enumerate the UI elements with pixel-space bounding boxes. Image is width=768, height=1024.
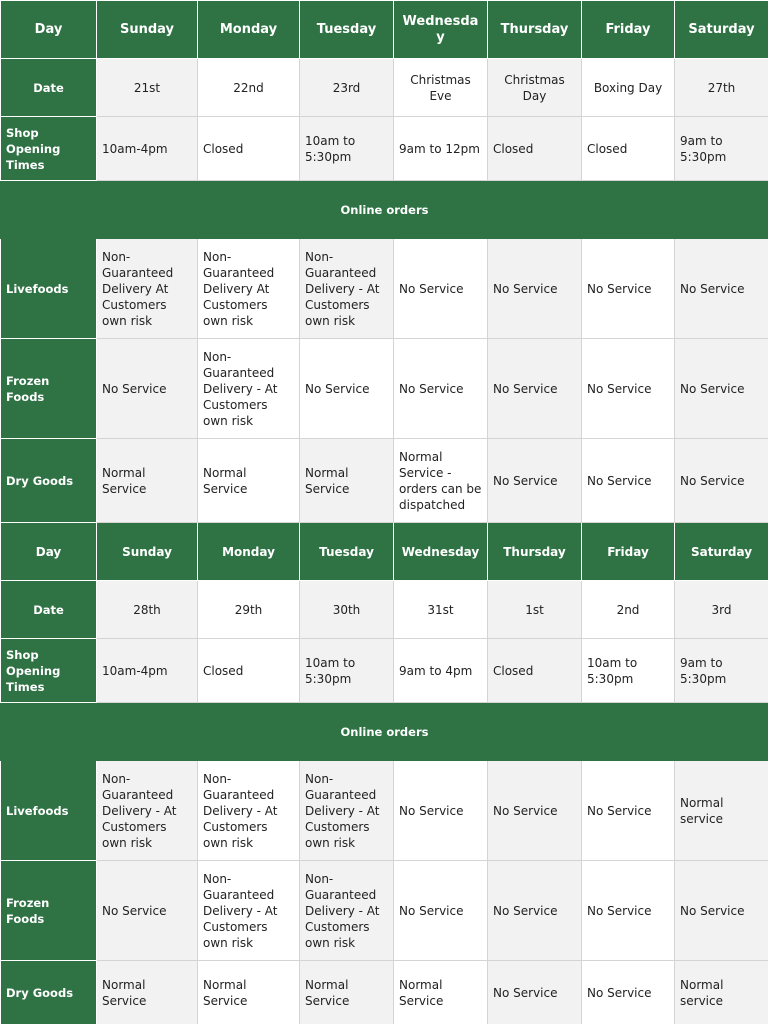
shop-hours-cell: 9am to 4pm bbox=[394, 639, 488, 703]
online-orders-banner-row bbox=[1, 703, 768, 761]
day-sunday: Sunday bbox=[97, 1, 198, 59]
livefoods-cell: Non-Guaranteed Delivery - At Customers own risk bbox=[97, 761, 198, 861]
date-cell: 2nd bbox=[582, 581, 675, 639]
shop-hours-row bbox=[1, 639, 768, 703]
date-cell: Christmas Eve bbox=[394, 59, 488, 117]
dry-goods-row bbox=[1, 961, 768, 1024]
day-tuesday: Tuesday bbox=[300, 523, 394, 581]
day-friday: Friday bbox=[582, 523, 675, 581]
day-tuesday: Tuesday bbox=[300, 1, 394, 59]
day-wednesday: Wednesday bbox=[394, 523, 488, 581]
dry-goods-label: Dry Goods bbox=[1, 961, 97, 1024]
dry-goods-cell: No Service bbox=[675, 439, 768, 523]
frozen-foods-cell: No Service bbox=[675, 339, 768, 439]
date-cell: 1st bbox=[488, 581, 582, 639]
shop-hours-cell: 9am to 5:30pm bbox=[675, 117, 768, 181]
livefoods-cell: No Service bbox=[582, 239, 675, 339]
date-cell: Christmas Day bbox=[488, 59, 582, 117]
shop-hours-cell: Closed bbox=[582, 117, 675, 181]
dry-goods-cell: No Service bbox=[488, 439, 582, 523]
shop-hours-cell: 9am to 5:30pm bbox=[675, 639, 768, 703]
date-cell: 29th bbox=[198, 581, 300, 639]
dry-goods-label: Dry Goods bbox=[1, 439, 97, 523]
online-orders-banner-row bbox=[1, 181, 768, 239]
day-saturday: Saturday bbox=[675, 1, 768, 59]
shop-hours-cell: 10am-4pm bbox=[97, 117, 198, 181]
dry-goods-cell: Normal Service bbox=[300, 961, 394, 1024]
shop-hours-cell: Closed bbox=[488, 117, 582, 181]
frozen-foods-cell: No Service bbox=[488, 339, 582, 439]
date-cell: 3rd bbox=[675, 581, 768, 639]
livefoods-cell: Non-Guaranteed Delivery At Customers own risk bbox=[198, 239, 300, 339]
livefoods-label: Livefoods bbox=[1, 761, 97, 861]
day-thursday: Thursday bbox=[488, 523, 582, 581]
dry-goods-cell: Normal Service bbox=[300, 439, 394, 523]
livefoods-cell: No Service bbox=[488, 239, 582, 339]
shop-hours-cell: Closed bbox=[198, 117, 300, 181]
livefoods-cell: Non-Guaranteed Delivery - At Customers own risk bbox=[300, 761, 394, 861]
livefoods-cell: No Service bbox=[488, 761, 582, 861]
frozen-foods-cell: Non-Guaranteed Delivery - At Customers own risk bbox=[198, 339, 300, 439]
day-monday: Monday bbox=[198, 1, 300, 59]
shop-hours-label: Shop Opening Times bbox=[1, 117, 97, 181]
frozen-foods-cell: No Service bbox=[300, 339, 394, 439]
date-row bbox=[1, 59, 768, 117]
frozen-foods-cell: No Service bbox=[488, 861, 582, 961]
online-orders-banner: Online orders bbox=[1, 181, 768, 239]
day-header-row bbox=[1, 523, 768, 581]
dry-goods-cell: No Service bbox=[582, 961, 675, 1024]
day-friday: Friday bbox=[582, 1, 675, 59]
date-cell: 23rd bbox=[300, 59, 394, 117]
dry-goods-cell: Normal Service bbox=[198, 961, 300, 1024]
livefoods-row bbox=[1, 761, 768, 861]
day-wednesday: Wednesday bbox=[394, 1, 488, 59]
date-cell: 30th bbox=[300, 581, 394, 639]
frozen-foods-cell: No Service bbox=[675, 861, 768, 961]
dry-goods-row bbox=[1, 439, 768, 523]
dry-goods-cell: No Service bbox=[582, 439, 675, 523]
date-cell: 27th bbox=[675, 59, 768, 117]
livefoods-label: Livefoods bbox=[1, 239, 97, 339]
date-cell: 28th bbox=[97, 581, 198, 639]
frozen-foods-cell: No Service bbox=[582, 339, 675, 439]
livefoods-row bbox=[1, 239, 768, 339]
shop-hours-cell: Closed bbox=[198, 639, 300, 703]
livefoods-cell: Non-Guaranteed Delivery - At Customers own risk bbox=[300, 239, 394, 339]
frozen-foods-cell: Non-Guaranteed Delivery - At Customers own risk bbox=[300, 861, 394, 961]
shop-hours-cell: 10am-4pm bbox=[97, 639, 198, 703]
livefoods-cell: No Service bbox=[582, 761, 675, 861]
frozen-foods-label: Frozen Foods bbox=[1, 861, 97, 961]
shop-hours-cell: 10am to 5:30pm bbox=[300, 117, 394, 181]
livefoods-cell: No Service bbox=[675, 239, 768, 339]
shop-hours-cell: 10am to 5:30pm bbox=[300, 639, 394, 703]
livefoods-cell: Non-Guaranteed Delivery - At Customers own risk bbox=[198, 761, 300, 861]
shop-hours-cell: 9am to 12pm bbox=[394, 117, 488, 181]
frozen-foods-cell: No Service bbox=[394, 339, 488, 439]
date-label: Date bbox=[1, 581, 97, 639]
shop-hours-cell: Closed bbox=[488, 639, 582, 703]
frozen-foods-cell: Non-Guaranteed Delivery - At Customers own risk bbox=[198, 861, 300, 961]
dry-goods-cell: Normal Service - orders can be dispatched bbox=[394, 439, 488, 523]
day-label: Day bbox=[1, 1, 97, 59]
livefoods-cell: Non-Guaranteed Delivery At Customers own risk bbox=[97, 239, 198, 339]
date-cell: 21st bbox=[97, 59, 198, 117]
dry-goods-cell: Normal Service bbox=[97, 439, 198, 523]
shop-hours-row bbox=[1, 117, 768, 181]
day-saturday: Saturday bbox=[675, 523, 768, 581]
shop-hours-label: Shop Opening Times bbox=[1, 639, 97, 703]
date-row bbox=[1, 581, 768, 639]
frozen-foods-row bbox=[1, 861, 768, 961]
dry-goods-cell: Normal Service bbox=[97, 961, 198, 1024]
day-sunday: Sunday bbox=[97, 523, 198, 581]
day-thursday: Thursday bbox=[488, 1, 582, 59]
dry-goods-cell: Normal Service bbox=[198, 439, 300, 523]
frozen-foods-cell: No Service bbox=[394, 861, 488, 961]
day-header-row bbox=[1, 1, 768, 59]
date-cell: 31st bbox=[394, 581, 488, 639]
frozen-foods-cell: No Service bbox=[97, 339, 198, 439]
dry-goods-cell: No Service bbox=[488, 961, 582, 1024]
date-cell: 22nd bbox=[198, 59, 300, 117]
day-monday: Monday bbox=[198, 523, 300, 581]
date-cell: Boxing Day bbox=[582, 59, 675, 117]
livefoods-cell: No Service bbox=[394, 761, 488, 861]
frozen-foods-cell: No Service bbox=[582, 861, 675, 961]
dry-goods-cell: Normal Service bbox=[394, 961, 488, 1024]
day-label: Day bbox=[1, 523, 97, 581]
date-label: Date bbox=[1, 59, 97, 117]
shop-hours-cell: 10am to 5:30pm bbox=[582, 639, 675, 703]
frozen-foods-row bbox=[1, 339, 768, 439]
dry-goods-cell: Normal service bbox=[675, 961, 768, 1024]
frozen-foods-label: Frozen Foods bbox=[1, 339, 97, 439]
frozen-foods-cell: No Service bbox=[97, 861, 198, 961]
livefoods-cell: No Service bbox=[394, 239, 488, 339]
livefoods-cell: Normal service bbox=[675, 761, 768, 861]
online-orders-banner: Online orders bbox=[1, 703, 768, 761]
